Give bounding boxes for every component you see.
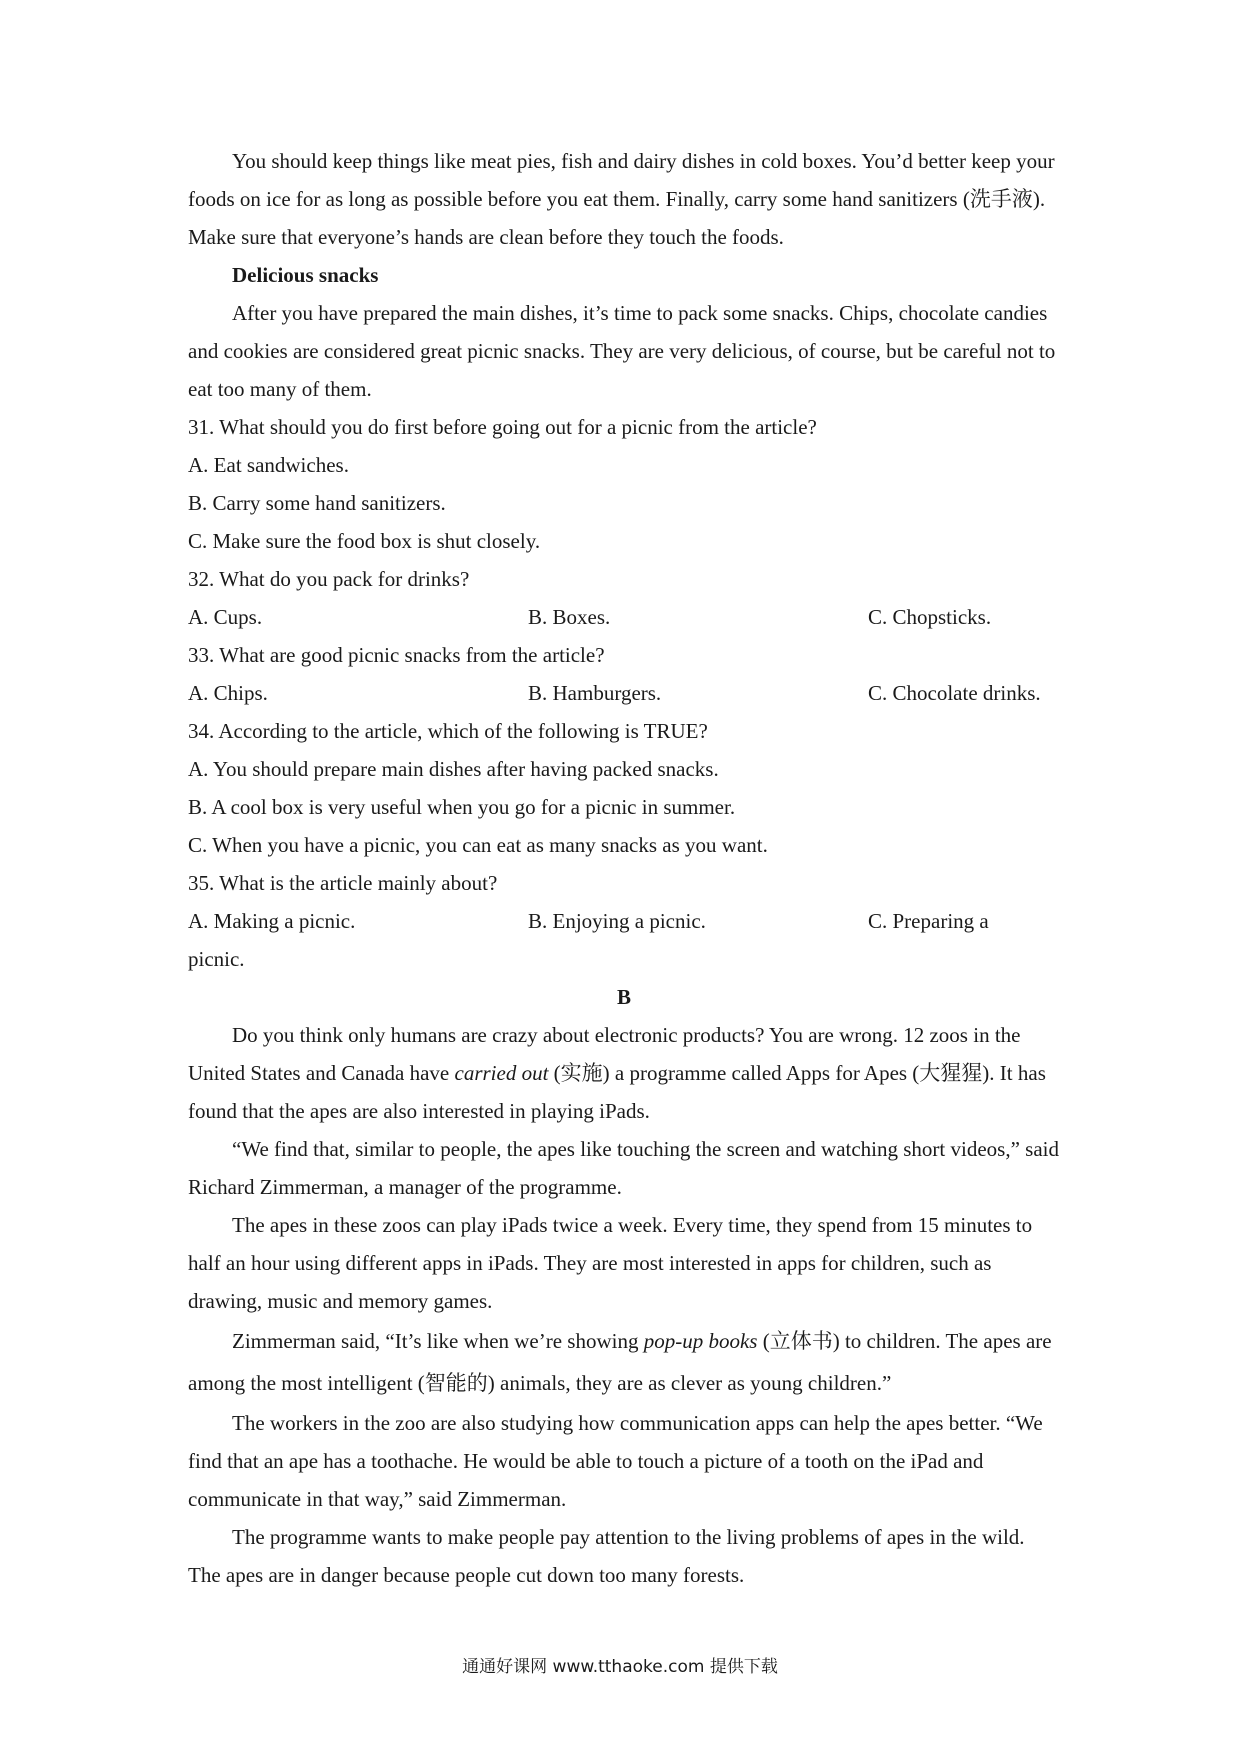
- paragraph-a1: You should keep things like meat pies, fish and dairy dishes in cold boxes. You’d better keep your foods on ice for as long as possible before you eat them. Finally, carry some hand sanitizers (洗手液). Make sure that everyone’s hands are clean before they touch the foods.: [188, 149, 1055, 249]
- term-carried-out: carried out: [454, 1061, 549, 1085]
- question-stem: 34. According to the article, which of the following is TRUE?: [188, 719, 708, 743]
- paragraph-b2: “We find that, similar to people, the apes like touching the screen and watching short videos,” said Richard Zimmerman, a manager of the programme.: [188, 1137, 1059, 1199]
- option-b: B. Hamburgers.: [528, 681, 662, 705]
- question-32: [188, 560, 1060, 636]
- option-c: C. When you have a picnic, you can eat as many snacks as you want.: [188, 833, 768, 857]
- question-33: [188, 636, 1060, 712]
- paragraph-b1-start: Do you think only humans are crazy about electronic products? You are wrong. 12 zoos in the United States and Canada have: [188, 1023, 1021, 1085]
- option-c: C. Chopsticks.: [868, 605, 992, 629]
- paragraph-b4-end: (立体书) to children. The apes are among the most intelligent (智能的) animals, they are as clever as young children.”: [188, 1329, 1052, 1395]
- option-b: B. Carry some hand sanitizers.: [188, 491, 446, 515]
- question-stem: 31. What should you do first before going out for a picnic from the article?: [188, 415, 817, 439]
- paragraph-b5: The workers in the zoo are also studying how communication apps can help the apes better. “We find that an ape has a toothache. He would be able to touch a picture of a tooth on the iPad and communicate in that way,” said Zimmerman.: [188, 1411, 1043, 1511]
- question-stem: 35. What is the article mainly about?: [188, 871, 498, 895]
- option-b: B. Enjoying a picnic.: [528, 909, 706, 933]
- page-footer: 通通好课网 www.tthaoke.com 提供下载: [462, 1657, 778, 1677]
- question-34: [188, 712, 1060, 864]
- paragraph-b1-end: (实施) a programme called Apps for Apes (大猩猩). It has found that the apes are also interested in playing iPads.: [188, 1061, 1046, 1123]
- paragraph-b1: [188, 1016, 1060, 1130]
- paragraph-b3: The apes in these zoos can play iPads twice a week. Every time, they spend from 15 minutes to half an hour using different apps in iPads. They are most interested in apps for children, such as drawing, music and memory games.: [188, 1213, 1033, 1313]
- option-a: A. Making a picnic.: [188, 909, 356, 933]
- paragraph-b4-start: Zimmerman said, “It’s like when we’re showing: [232, 1329, 644, 1353]
- question-31: [188, 408, 1060, 560]
- option-c: C. Chocolate drinks.: [868, 681, 1041, 705]
- paragraph-b4: [188, 1320, 1060, 1404]
- section-heading: Delicious snacks: [232, 263, 379, 287]
- term-pop-up-books: pop-up books: [643, 1329, 758, 1353]
- option-b: B. A cool box is very useful when you go for a picnic in summer.: [188, 795, 736, 819]
- paragraph-a2: After you have prepared the main dishes, it’s time to pack some snacks. Chips, chocolate candies and cookies are considered great picnic snacks. They are very delicious, of course, but be careful not to eat too many of them.: [188, 301, 1056, 401]
- option-c: C. Make sure the food box is shut closely.: [188, 529, 541, 553]
- option-a: A. Cups.: [188, 605, 263, 629]
- question-35: [188, 864, 1060, 978]
- section-b-title: B: [616, 985, 631, 1009]
- option-a: A. Chips.: [188, 681, 268, 705]
- options-row: [188, 598, 1060, 636]
- option-b: B. Boxes.: [528, 605, 611, 629]
- question-stem: 33. What are good picnic snacks from the article?: [188, 643, 605, 667]
- option-a: A. Eat sandwiches.: [188, 453, 349, 477]
- option-a: A. You should prepare main dishes after having packed snacks.: [188, 757, 719, 781]
- paragraph-b6: The programme wants to make people pay attention to the living problems of apes in the wild. The apes are in danger because people cut down too many forests.: [188, 1525, 1025, 1587]
- options-row: [188, 902, 1060, 940]
- option-c-continuation: picnic.: [188, 947, 245, 971]
- option-c: C. Preparing a: [868, 909, 989, 933]
- options-row: [188, 674, 1060, 712]
- document-body: [188, 142, 1060, 1594]
- question-stem: 32. What do you pack for drinks?: [188, 567, 470, 591]
